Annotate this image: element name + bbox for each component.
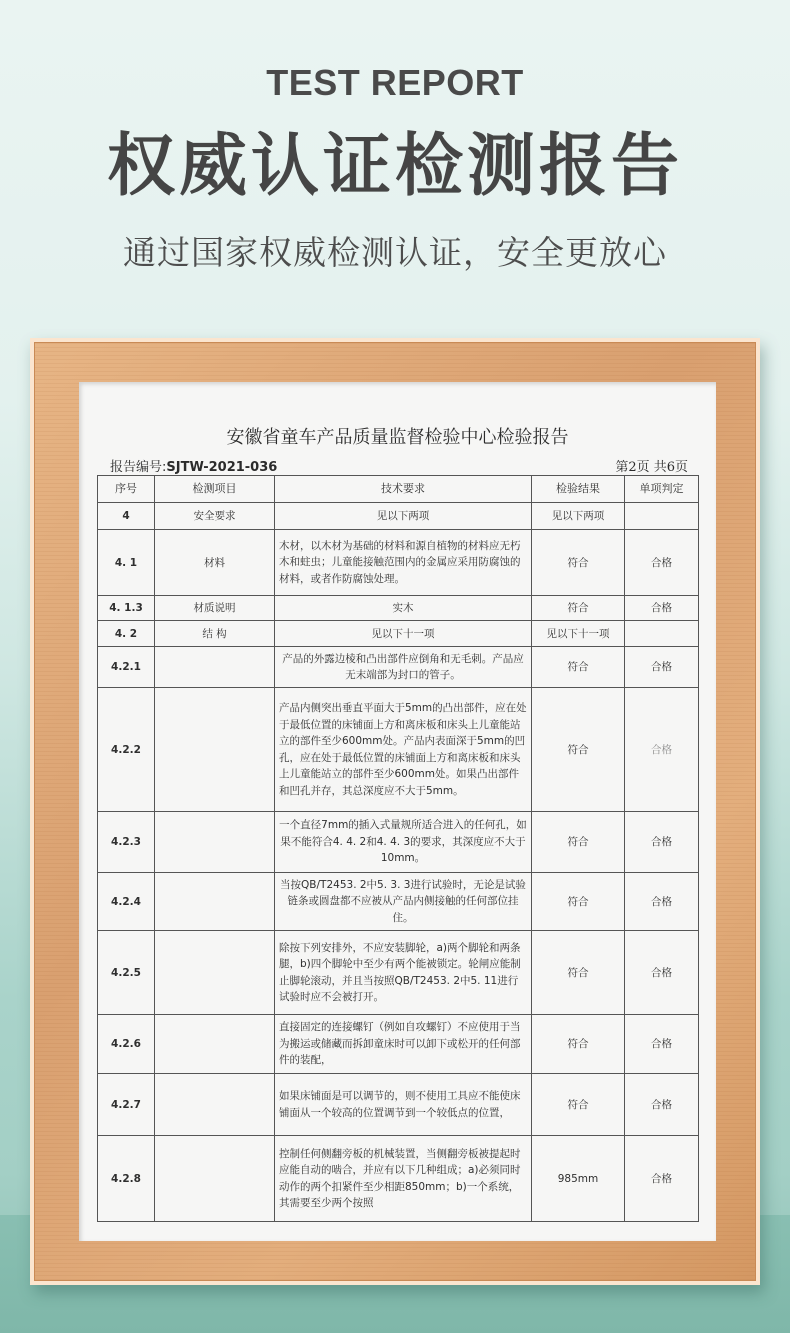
cell-requirement: 如果床铺面是可以调节的，则不使用工具应不能使床铺面从一个较高的位置调节到一个较低点的位置， [275, 1074, 532, 1136]
cell-requirement: 一个直径7mm的插入式量规所适合进入的任何孔，如果不能符合4. 4. 2和4. 4. 3的要求，其深度应不大于10mm。 [275, 812, 532, 873]
cell-verdict [625, 621, 699, 647]
cell-seq: 4. 2 [98, 621, 155, 647]
cell-verdict: 合格 [625, 530, 699, 596]
cell-item [155, 1136, 275, 1222]
table-row [98, 596, 699, 621]
table-row [98, 812, 699, 873]
cell-item [155, 1015, 275, 1074]
cell-seq: 4. 1 [98, 530, 155, 596]
table-row [98, 503, 699, 530]
cell-seq: 4 [98, 503, 155, 530]
cell-verdict: 合格 [625, 688, 699, 812]
cell-item [155, 812, 275, 873]
cell-requirement: 木材，以木材为基础的材料和源自植物的材料应无朽木和蛀虫；儿童能接触范围内的金属应采用防腐蚀的材料，或者作防腐蚀处理。 [275, 530, 532, 596]
cell-item [155, 931, 275, 1015]
header-result: 检验结果 [532, 476, 625, 503]
cell-seq: 4.2.7 [98, 1074, 155, 1136]
table-row [98, 1136, 699, 1222]
table-row [98, 873, 699, 931]
cell-result: 符合 [532, 596, 625, 621]
hero-title-cn: 权威认证检测报告 [106, 127, 683, 206]
table-row [98, 647, 699, 688]
cell-item [155, 647, 275, 688]
cell-requirement: 产品的外露边棱和凸出部件应倒角和无毛刺。产品应无末端部为封口的管子。 [275, 647, 532, 688]
cell-result: 见以下十一项 [532, 621, 625, 647]
cell-requirement: 控制任何侧翻旁板的机械装置，当侧翻旁板被提起时应能自动的啮合，并应有以下几种组成；a)必须同时动作的两个扣紧件至少相距850mm；b)一个系统，其需要至少两个按照 [275, 1136, 532, 1222]
header-seq: 序号 [98, 476, 155, 503]
cell-verdict: 合格 [625, 596, 699, 621]
cell-item [155, 1074, 275, 1136]
cell-result: 符合 [532, 873, 625, 931]
table-row [98, 931, 699, 1015]
cell-result: 符合 [532, 1015, 625, 1074]
cell-verdict [625, 503, 699, 530]
cell-item: 安全要求 [155, 503, 275, 530]
cell-result: 985mm [532, 1136, 625, 1222]
table-row [98, 1015, 699, 1074]
cell-requirement: 当按QB/T2453. 2中5. 3. 3进行试验时，无论是试验链条或圆盘都不应被从产品内侧接触的任何部位挂住。 [275, 873, 532, 931]
cell-result: 符合 [532, 647, 625, 688]
cell-requirement: 见以下两项 [275, 503, 532, 530]
cell-item: 材料 [155, 530, 275, 596]
report-paper [79, 382, 716, 1241]
table-header-row [98, 476, 699, 503]
cell-seq: 4.2.3 [98, 812, 155, 873]
cell-requirement: 实木 [275, 596, 532, 621]
frame-wood-border [34, 342, 756, 1281]
table-row [98, 1074, 699, 1136]
cell-requirement: 产品内侧突出垂直平面大于5mm的凸出部件，应在处于最低位置的床铺面上方和离床板和床头上儿童能站立的部件至少600mm处。产品内表面深于5mm的凹孔，应在处于最低位置的床铺面上方和离床板和床头上儿童能站立的部件至少600mm处。如果凸出部件和凹孔并存，其总深度应不大于5mm。 [275, 688, 532, 812]
page-info: 第2页 共6页 [615, 460, 688, 475]
cell-result: 符合 [532, 530, 625, 596]
cell-seq: 4. 1.3 [98, 596, 155, 621]
cell-seq: 4.2.5 [98, 931, 155, 1015]
hero-subtitle: 通过国家权威检测认证，安全更放心 [123, 233, 667, 272]
cell-item [155, 688, 275, 812]
cell-item: 材质说明 [155, 596, 275, 621]
cell-seq: 4.2.4 [98, 873, 155, 931]
cell-item: 结 构 [155, 621, 275, 647]
cell-item [155, 873, 275, 931]
cell-verdict: 合格 [625, 1136, 699, 1222]
cell-seq: 4.2.8 [98, 1136, 155, 1222]
cell-verdict: 合格 [625, 873, 699, 931]
cell-verdict: 合格 [625, 1074, 699, 1136]
document-title: 安徽省童车产品质量监督检验中心检验报告 [226, 427, 569, 448]
cell-requirement: 直接固定的连接螺钉（例如自攻螺钉）不应使用于当为搬运或储藏而拆卸童床时可以卸下或松开的任何部件的装配， [275, 1015, 532, 1074]
table-row [98, 530, 699, 596]
cell-result: 见以下两项 [532, 503, 625, 530]
header-verdict: 单项判定 [625, 476, 699, 503]
table-row [98, 688, 699, 812]
cell-verdict: 合格 [625, 647, 699, 688]
cell-result: 符合 [532, 931, 625, 1015]
picture-frame [30, 338, 760, 1285]
cell-seq: 4.2.1 [98, 647, 155, 688]
cell-seq: 4.2.6 [98, 1015, 155, 1074]
cell-result: 符合 [532, 1074, 625, 1136]
cell-result: 符合 [532, 688, 625, 812]
report-number-label: 报告编号: [110, 460, 167, 475]
cell-result: 符合 [532, 812, 625, 873]
cell-verdict: 合格 [625, 1015, 699, 1074]
cell-requirement: 除按下列安排外，不应安装脚轮，a)两个脚轮和两条腿，b)四个脚轮中至少有两个能被锁定。轮闸应能制止脚轮滚动，并且当按照QB/T2453. 2中5. 11进行试验时应不会被打开。 [275, 931, 532, 1015]
header-item: 检测项目 [155, 476, 275, 503]
cell-seq: 4.2.2 [98, 688, 155, 812]
cell-verdict: 合格 [625, 931, 699, 1015]
cell-requirement: 见以下十一项 [275, 621, 532, 647]
header-requirement: 技术要求 [275, 476, 532, 503]
report-number [110, 456, 277, 475]
inspection-table [97, 475, 699, 1222]
table-row [98, 621, 699, 647]
cell-verdict: 合格 [625, 812, 699, 873]
report-number-value: SJTW-2021-036 [166, 460, 278, 475]
hero-title-en: TEST REPORT [266, 62, 524, 103]
